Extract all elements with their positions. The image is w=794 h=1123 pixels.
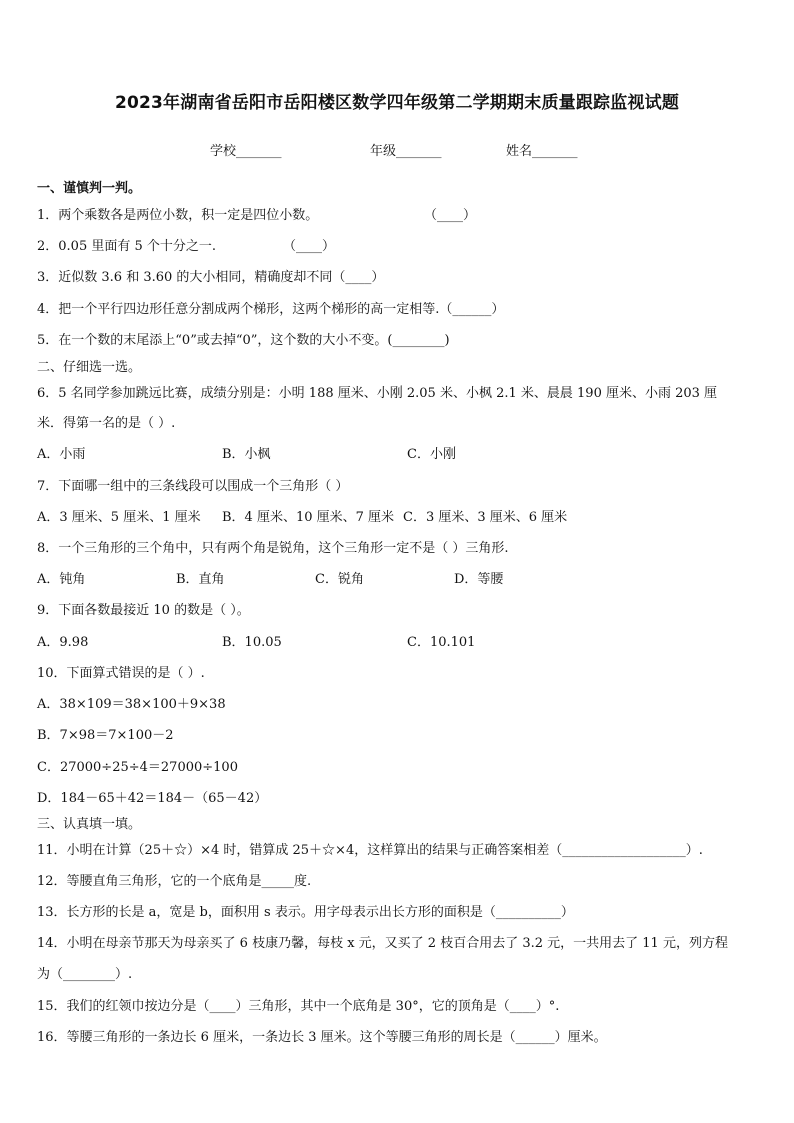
question-9-option-b: B．10.05	[222, 635, 282, 650]
question-9: 9．下面各数最接近 10 的数是（ ）。	[37, 603, 250, 618]
question-8-option-b: B．直角	[176, 572, 225, 587]
question-10-option-b: B．7×98＝7×100－2	[37, 728, 174, 743]
section-heading-choose: 二、仔细选一选。	[37, 360, 142, 375]
question-13: 13．长方形的长是 a，宽是 b，面积用 s 表示。用字母表示出长方形的面积是（__________）	[37, 905, 574, 920]
school-field: 学校_______	[210, 144, 282, 159]
question-6-line2: 米．得第一名的是（ ）.	[37, 416, 176, 431]
question-3: 3．近似数 3.6 和 3.60 的大小相同，精确度却不同（____）	[37, 270, 385, 285]
question-8-option-a: A．钝角	[37, 572, 86, 587]
question-10-option-a: A．38×109＝38×100＋9×38	[37, 697, 226, 712]
question-6-option-b: B．小枫	[222, 447, 271, 462]
question-1-answer-blank: （____）	[424, 208, 477, 223]
question-5: 5．在一个数的末尾添上“0”或去掉“0”，这个数的大小不变。(________)	[37, 333, 450, 348]
question-14-line1: 14．小明在母亲节那天为母亲买了 6 枝康乃馨，每枝 x 元，又买了 2 枝百合用去了 3.2 元，一共用去了 11 元，列方程	[37, 936, 728, 951]
question-8: 8．一个三角形的三个角中，只有两个角是锐角，这个三角形一定不是（ ）三角形.	[37, 541, 509, 556]
question-15: 15．我们的红领巾按边分是（____）三角形，其中一个底角是 30°，它的顶角是（____）°.	[37, 999, 560, 1014]
question-14-line2: 为（________）.	[37, 967, 133, 982]
question-6-option-a: A．小雨	[37, 447, 86, 462]
question-7-option-c: C．3 厘米、3 厘米、6 厘米	[403, 510, 568, 525]
question-7-option-a: A．3 厘米、5 厘米、1 厘米	[37, 510, 201, 525]
question-9-option-c: C．10.101	[407, 635, 476, 650]
name-field: 姓名_______	[506, 144, 578, 159]
section-heading-fill: 三、认真填一填。	[37, 817, 142, 832]
question-6-option-c: C．小刚	[407, 447, 456, 462]
question-16: 16．等腰三角形的一条边长 6 厘米，一条边长 3 厘米。这个等腰三角形的周长是（______）厘米。	[37, 1030, 607, 1045]
question-2-answer-blank: （____）	[283, 239, 336, 254]
question-10: 10．下面算式错误的是（ ）.	[37, 666, 205, 681]
page-title: 2023年湖南省岳阳市岳阳楼区数学四年级第二学期期末质量跟踪监视试题	[114, 93, 680, 113]
grade-field: 年级_______	[370, 144, 442, 159]
question-6-line1: 6．5 名同学参加跳远比赛，成绩分别是：小明 188 厘米、小刚 2.05 米、小枫 2.1 米、晨晨 190 厘米、小雨 203 厘	[37, 386, 718, 401]
question-9-option-a: A．9.98	[37, 635, 89, 650]
question-1: 1．两个乘数各是两位小数，积一定是四位小数。	[37, 208, 319, 223]
question-10-option-d: D．184－65＋42＝184－（65－42）	[37, 791, 268, 806]
question-8-option-d: D．等腰	[454, 572, 504, 587]
question-7: 7．下面哪一组中的三条线段可以围成一个三角形（ ）	[37, 479, 349, 494]
question-7-option-b: B．4 厘米、10 厘米、7 厘米	[222, 510, 395, 525]
question-2: 2．0.05 里面有 5 个十分之一.	[37, 239, 217, 254]
question-12: 12．等腰直角三角形，它的一个底角是_____度.	[37, 874, 312, 889]
section-heading-judge: 一、谨慎判一判。	[37, 181, 142, 196]
question-8-option-c: C．锐角	[315, 572, 364, 587]
question-4: 4．把一个平行四边形任意分割成两个梯形，这两个梯形的高一定相等.（______）	[37, 302, 505, 317]
question-10-option-c: C．27000÷25÷4＝27000÷100	[37, 760, 238, 775]
question-11: 11．小明在计算（25＋☆）×4 时，错算成 25＋☆×4，这样算出的结果与正确答案相差（___________________）.	[37, 843, 703, 858]
